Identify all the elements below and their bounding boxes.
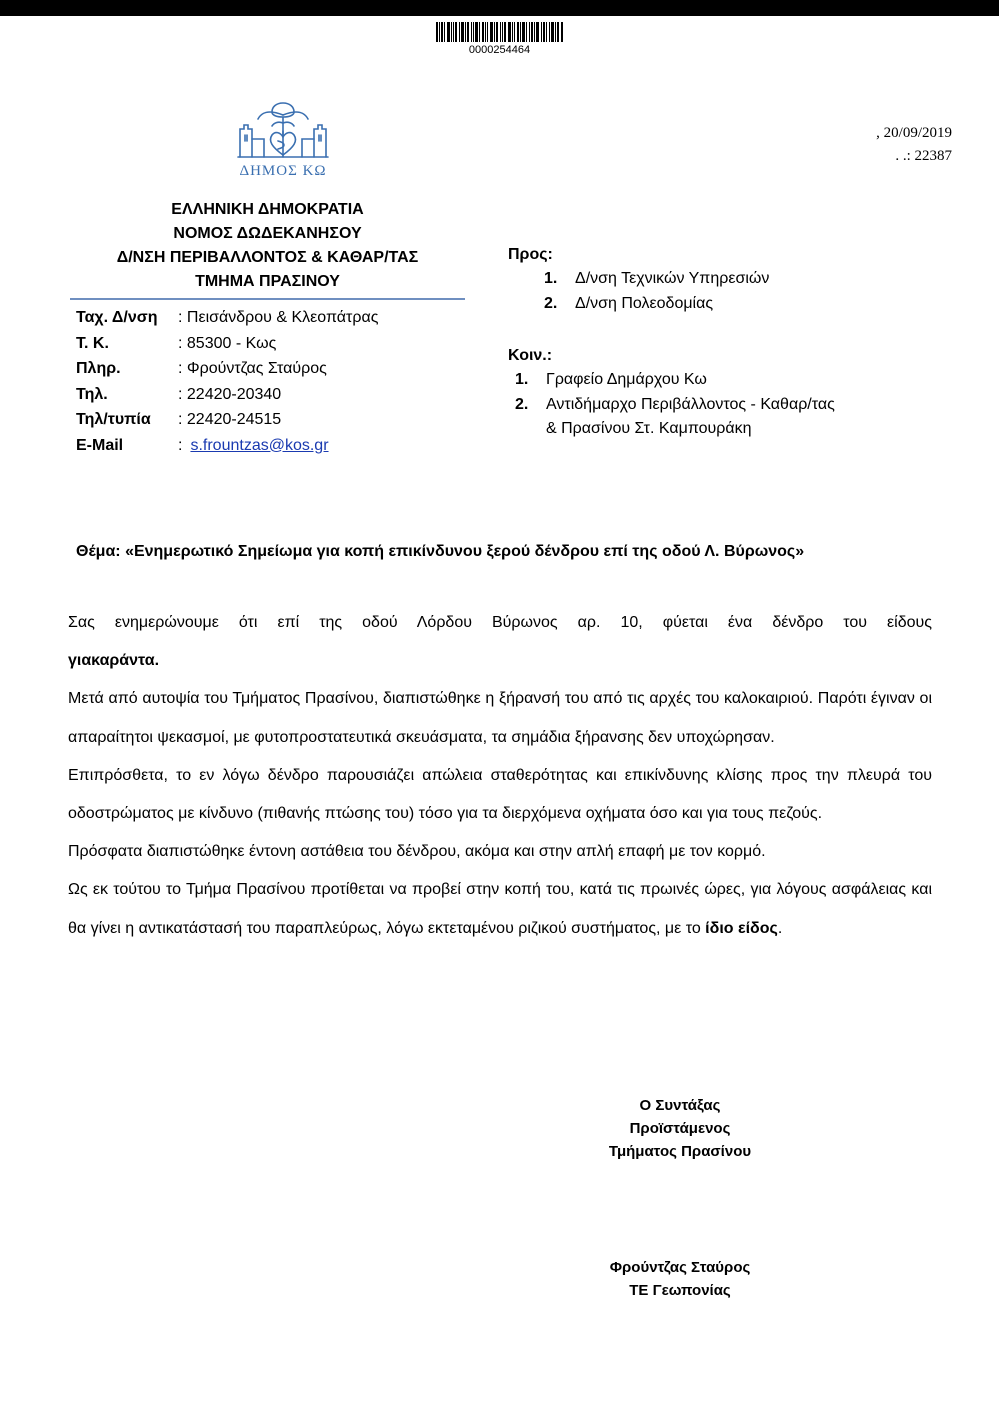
header-line: ΝΟΜΟΣ ΔΩΔΕΚΑΝΗΣΟΥ bbox=[173, 225, 362, 242]
header-line: ΤΜΗΜΑ ΠΡΑΣΙΝΟΥ bbox=[195, 273, 340, 290]
signature-line: Ο Συντάξας bbox=[639, 1097, 721, 1114]
issuer-header bbox=[70, 198, 465, 294]
contact-row-address bbox=[76, 305, 378, 331]
contact-label: Τηλ/τυπία bbox=[76, 411, 151, 428]
recipient-item bbox=[508, 267, 835, 292]
cc-text: Γραφείο Δημάρχου Κω bbox=[546, 371, 707, 388]
contact-row-fax bbox=[76, 407, 378, 433]
cc-item bbox=[508, 368, 835, 393]
cc-text: Αντιδήμαρχο Περιβάλλοντος - Καθαρ/τας bbox=[546, 395, 835, 413]
email-link[interactable]: s.frountzas@kos.gr bbox=[190, 436, 329, 454]
signature-name-block bbox=[560, 1256, 800, 1302]
header-divider bbox=[70, 298, 465, 300]
signature-role bbox=[560, 1094, 800, 1163]
contact-value: : Πεισάνδρου & Κλεοπάτρας bbox=[178, 309, 379, 326]
letter-body bbox=[68, 604, 932, 948]
contact-label: Τ. Κ. bbox=[76, 334, 109, 352]
recipient-text: Δ/νση Πολεοδομίας bbox=[575, 294, 714, 312]
contact-label: Τηλ. bbox=[76, 385, 108, 403]
contact-value: : Φρούντζας Σταύρος bbox=[178, 360, 327, 377]
header-line: ΕΛΛΗΝΙΚΗ ΔΗΜΟΚΡΑΤΙΑ bbox=[171, 201, 364, 218]
body-text: Ως εκ τούτου το Τμήμα Πρασίνου προτίθεται να προβεί στην κοπή του, κατά τις πρωινές ώρες, για λόγους ασφάλειας και θα γίνει η αντικατάστασή του παραπλεύρως, λόγω εκτεταμένου ριζικού συστήματος, με το bbox=[68, 881, 932, 937]
barcode bbox=[436, 22, 563, 42]
recipients-block bbox=[508, 243, 835, 442]
to-title: Προς: bbox=[508, 246, 553, 263]
contact-value: : 22420-24515 bbox=[178, 411, 282, 428]
contact-label: Ταχ. Δ/νση bbox=[76, 309, 158, 326]
contact-row-email bbox=[76, 433, 378, 459]
body-paragraph: Σας ενημερώνουμε ότι επί της οδού Λόρδου Βύρωνος αρ. 10, φύεται ένα δένδρο του είδους bbox=[68, 614, 932, 631]
date-protocol-block bbox=[876, 122, 952, 168]
recipient-number: 1. bbox=[544, 270, 558, 287]
contact-row-phone bbox=[76, 382, 378, 408]
cc-number: 2. bbox=[515, 395, 529, 413]
logo-text: ΔΗΜΟΣ ΚΩ bbox=[239, 163, 327, 179]
barcode-number: 0000254464 bbox=[468, 44, 531, 56]
signature-line: Προϊστάμενος bbox=[629, 1120, 731, 1137]
cc-number: 1. bbox=[515, 371, 529, 388]
contact-label: E-Mail bbox=[76, 436, 124, 454]
contact-label: Πληρ. bbox=[76, 360, 121, 377]
recipient-item bbox=[508, 292, 835, 317]
cc-continuation: & Πρασίνου Στ. Καμπουράκη bbox=[546, 420, 752, 437]
contact-details bbox=[76, 305, 378, 458]
body-paragraph: Μετά από αυτοψία του Τμήματος Πρασίνου, διαπιστώθηκε η ξήρανσή του από τις αρχές του καλοκαιριού. Παρότι έγιναν οι απαραίτητοι ψεκασμοί, με φυτοπροστατευτικά σκευάσματα, τα σημάδια ξήρανσης δεν υποχώρησαν. bbox=[68, 690, 932, 746]
contact-row-info bbox=[76, 356, 378, 382]
signatory-title: ΤΕ Γεωπονίας bbox=[629, 1282, 731, 1299]
contact-row-postcode bbox=[76, 331, 378, 357]
recipient-number: 2. bbox=[544, 294, 558, 312]
body-bold-text: ίδιο είδος bbox=[705, 919, 778, 937]
subject-line: Θέμα: «Ενημερωτικό Σημείωμα για κοπή επικίνδυνου ξερού δένδρου επί της οδού Λ. Βύρωνος» bbox=[76, 543, 805, 560]
protocol-number: . .: 22387 bbox=[895, 148, 952, 164]
body-text-end: . bbox=[777, 919, 783, 937]
date-line: , 20/09/2019 bbox=[876, 125, 952, 141]
signatory-name: Φρούντζας Σταύρος bbox=[609, 1259, 751, 1276]
contact-value: : 22420-20340 bbox=[178, 385, 282, 403]
body-paragraph bbox=[68, 871, 932, 947]
cc-item bbox=[508, 393, 835, 418]
signature-line: Τμήματος Πρασίνου bbox=[608, 1143, 752, 1160]
body-paragraph: Πρόσφατα διαπιστώθηκε έντονη αστάθεια του δένδρου, ακόμα και στην απλή επαφή με τον κορμό. bbox=[68, 843, 766, 861]
body-paragraph: Επιπρόσθετα, το εν λόγω δένδρο παρουσιάζει απώλεια σταθερότητας και επικίνδυνης κλίσης προς την πλευρά του οδοστρώματος με κίνδυνο (πιθανής πτώσης του) τόσο για τα διερχόμενα οχήματα όσο και για τους πεζούς. bbox=[68, 766, 932, 823]
header-line: Δ/ΝΣΗ ΠΕΡΙΒΑΛΛΟΝΤΟΣ & ΚΑΘΑΡ/ΤΑΣ bbox=[116, 249, 419, 266]
top-black-bar bbox=[0, 0, 999, 16]
contact-value: : 85300 - Κως bbox=[178, 334, 277, 352]
cc-title: Κοιν.: bbox=[508, 347, 553, 364]
body-paragraph-bold: γιακαράντα. bbox=[68, 652, 160, 670]
email-colon: : bbox=[178, 436, 183, 454]
recipient-text: Δ/νση Τεχνικών Υπηρεσιών bbox=[575, 270, 770, 287]
